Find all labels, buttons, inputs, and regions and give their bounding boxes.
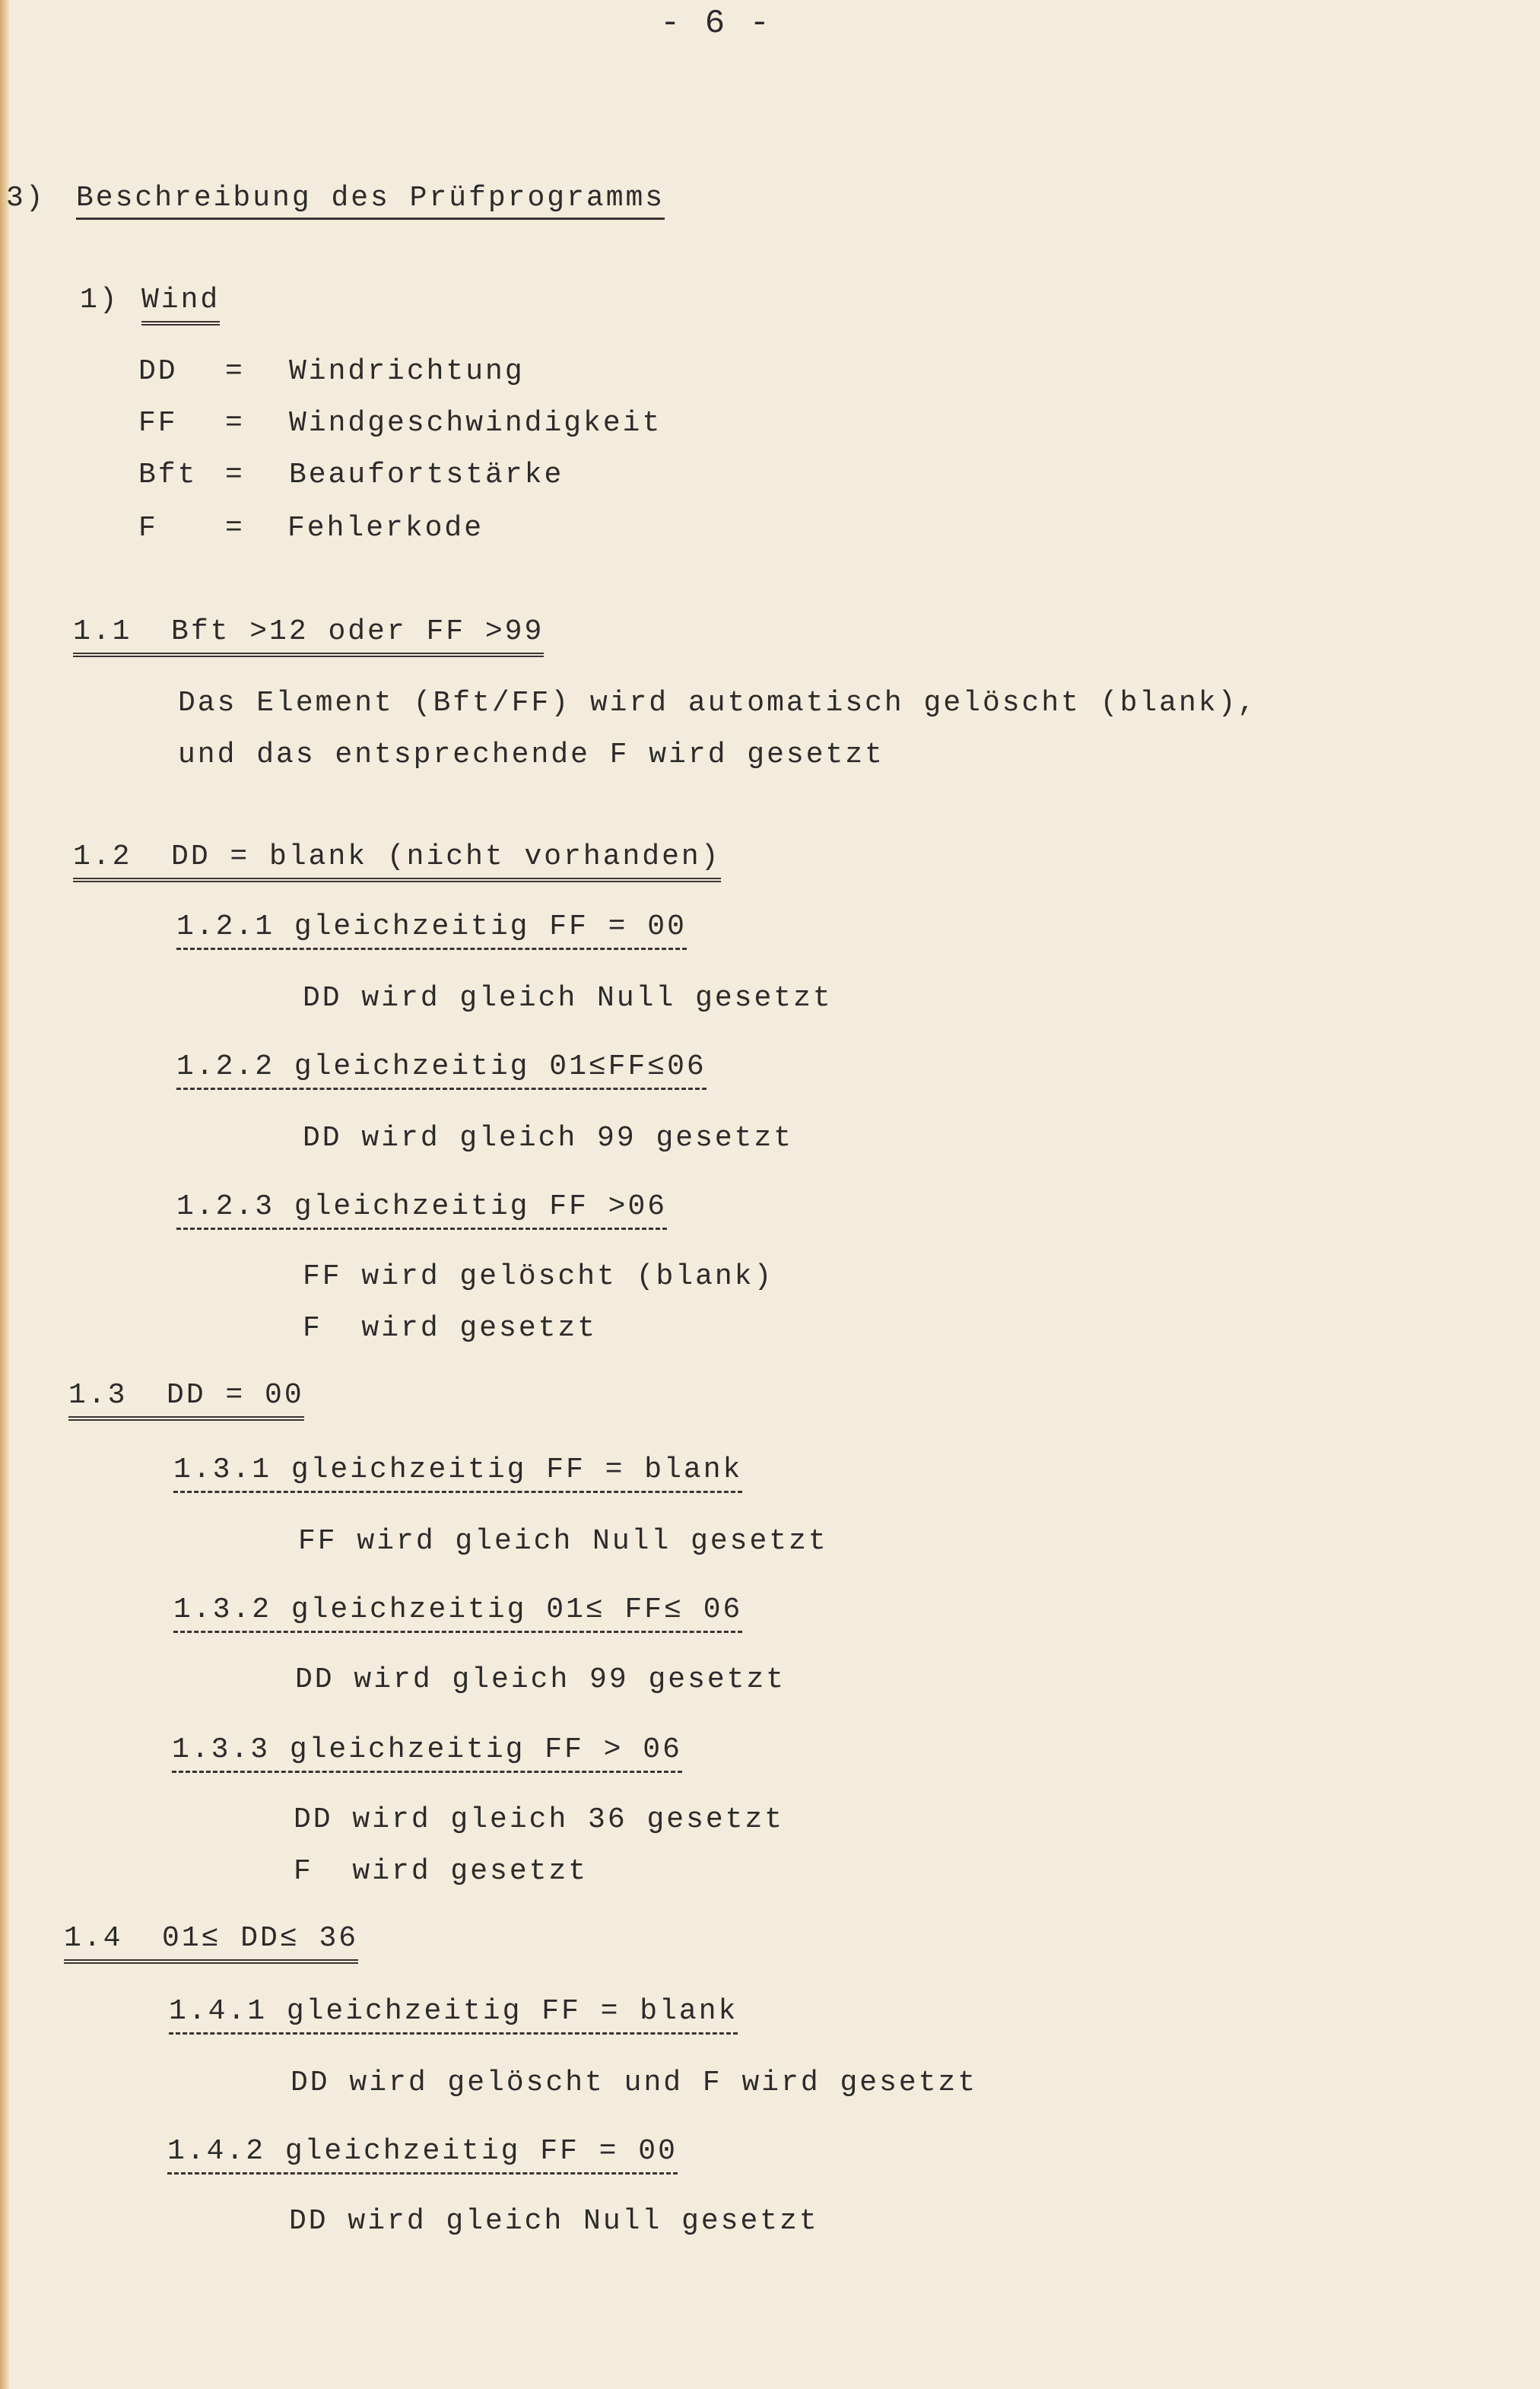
legend-text: Beaufortstärke: [289, 459, 564, 491]
heading-1-2-2: 1.2.2 gleichzeitig 01≤FF≤06: [176, 1050, 706, 1090]
page-number: - 6 -: [660, 5, 773, 43]
text-1-4-2: DD wird gleich Null gesetzt: [289, 2205, 819, 2238]
legend-text: Windrichtung: [289, 355, 525, 388]
legend-eq: =: [225, 355, 245, 388]
legend-abbr: Bft: [138, 459, 198, 491]
heading-1-2-3: 1.2.3 gleichzeitig FF >06: [176, 1190, 667, 1230]
text-1-4-1: DD wird gelöscht und F wird gesetzt: [291, 2067, 978, 2099]
legend-abbr: FF: [138, 407, 178, 440]
heading-1-3: 1.3 DD = 00: [68, 1378, 304, 1421]
heading-1-4: 1.4 01≤ DD≤ 36: [64, 1921, 358, 1964]
text-1-2-2: DD wird gleich 99 gesetzt: [303, 1122, 794, 1155]
text-1-3-1: FF wird gleich Null gesetzt: [298, 1525, 828, 1558]
heading-1-3-1: 1.3.1 gleichzeitig FF = blank: [173, 1453, 742, 1493]
wind-title: Wind: [141, 283, 220, 326]
text-1-1-line1: Das Element (Bft/FF) wird automatisch gelöscht (blank),: [178, 687, 1258, 720]
heading-1-1: 1.1 Bft >12 oder FF >99: [73, 615, 544, 657]
section-title: Beschreibung des Prüfprogramms: [76, 181, 665, 220]
text-1-2-3-line2: F wird gesetzt: [303, 1312, 598, 1345]
text-1-2-3-line1: FF wird gelöscht (blank): [303, 1260, 774, 1293]
heading-1-4-1: 1.4.1 gleichzeitig FF = blank: [169, 1994, 738, 2035]
legend-abbr: F: [138, 512, 158, 545]
wind-number: 1): [80, 284, 119, 316]
page-edge: [0, 0, 9, 2389]
heading-1-3-3: 1.3.3 gleichzeitig FF > 06: [172, 1733, 682, 1773]
heading-1-4-2: 1.4.2 gleichzeitig FF = 00: [167, 2134, 678, 2175]
text-1-3-3-line1: DD wird gleich 36 gesetzt: [294, 1803, 785, 1836]
heading-1-3-2: 1.3.2 gleichzeitig 01≤ FF≤ 06: [173, 1593, 742, 1633]
legend-text: Fehlerkode: [287, 512, 484, 545]
legend-eq: =: [225, 459, 245, 491]
text-1-3-2: DD wird gleich 99 gesetzt: [295, 1663, 786, 1696]
legend-eq: =: [225, 407, 245, 440]
text-1-3-3-line2: F wird gesetzt: [294, 1855, 589, 1888]
heading-1-2-1: 1.2.1 gleichzeitig FF = 00: [176, 910, 687, 950]
text-1-1-line2: und das entsprechende F wird gesetzt: [178, 739, 884, 771]
section-marker: 3): [6, 182, 46, 214]
legend-abbr: DD: [138, 355, 178, 388]
legend-text: Windgeschwindigkeit: [289, 407, 662, 440]
heading-1-2: 1.2 DD = blank (nicht vorhanden): [73, 840, 721, 882]
legend-eq: =: [225, 512, 245, 545]
text-1-2-1: DD wird gleich Null gesetzt: [303, 982, 833, 1015]
